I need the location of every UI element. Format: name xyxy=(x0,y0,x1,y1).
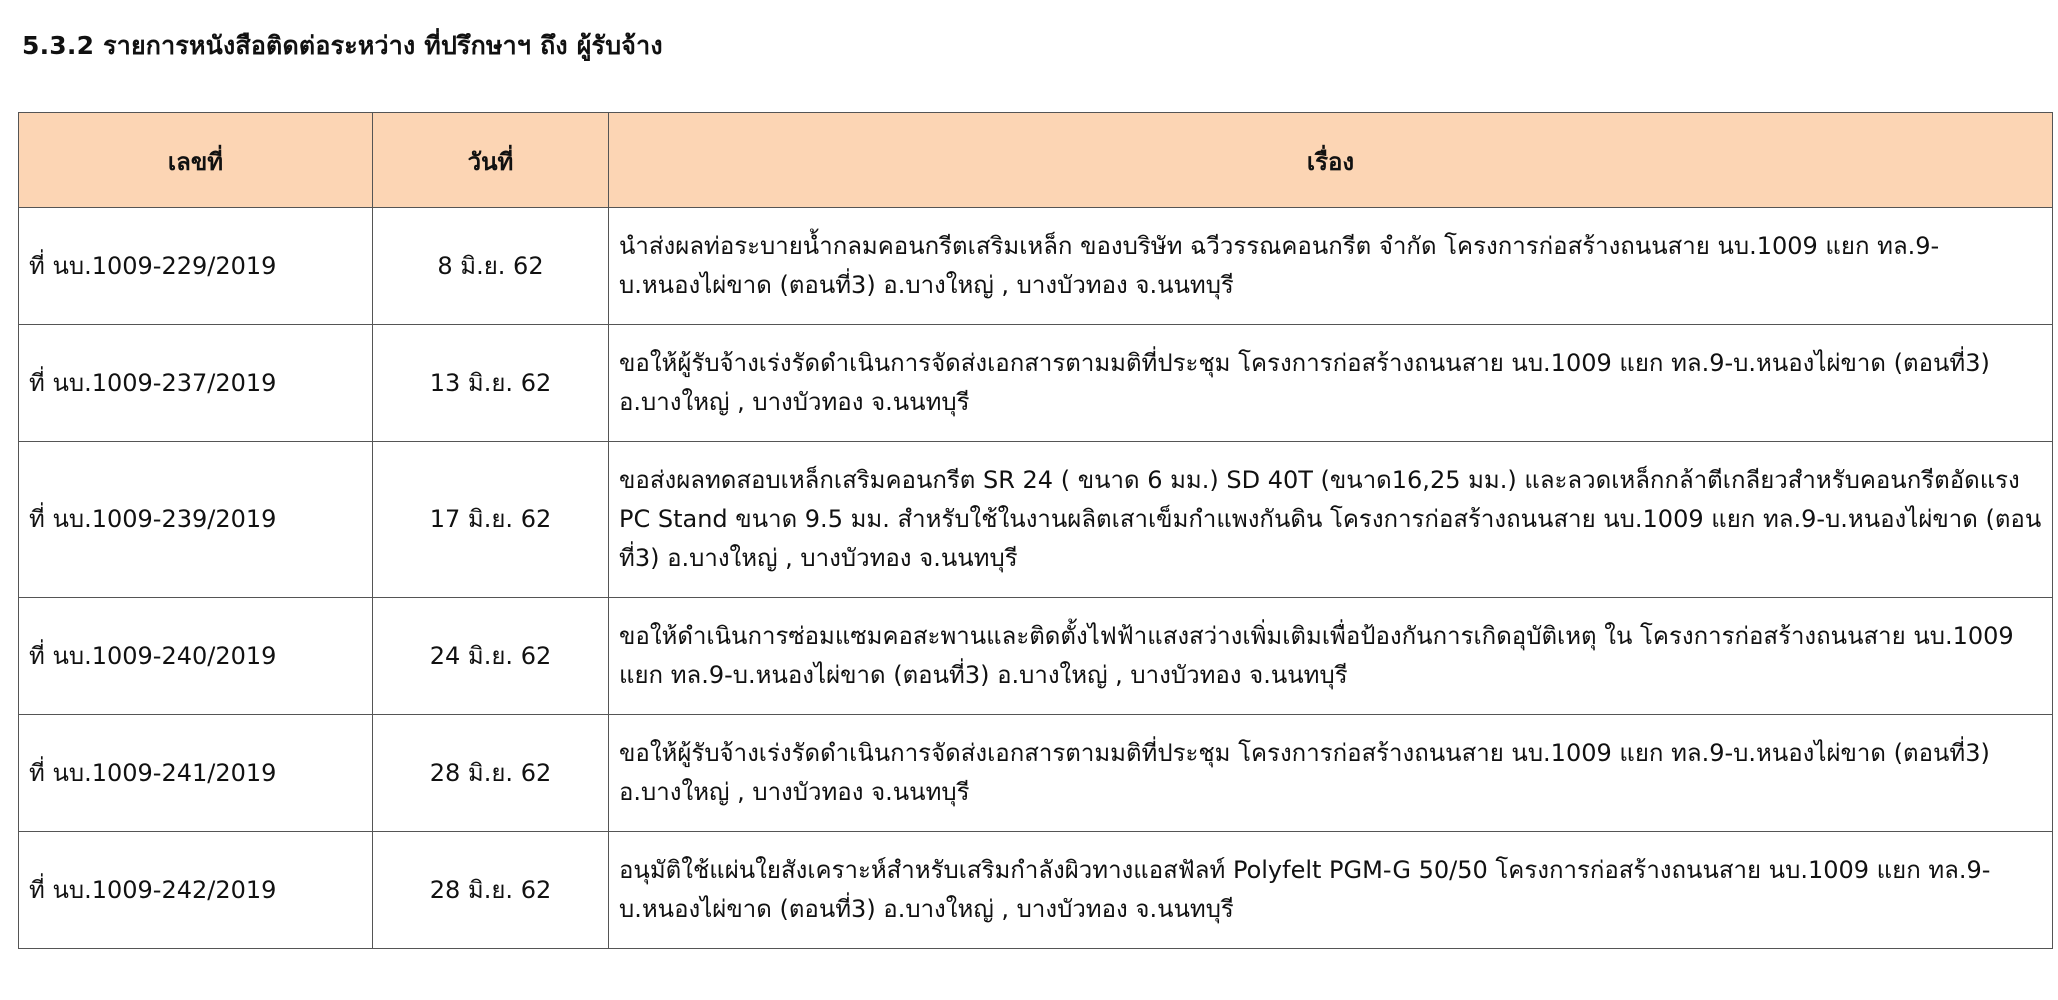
letter-date: 28 มิ.ย. 62 xyxy=(373,832,609,949)
table-row xyxy=(19,325,2053,442)
section-title: 5.3.2 รายการหนังสือติดต่อระหว่าง ที่ปรึกษาฯ ถึง ผู้รับจ้าง xyxy=(22,31,663,60)
header-number: เลขที่ xyxy=(19,113,373,208)
letter-date: 8 มิ.ย. 62 xyxy=(373,208,609,325)
letter-subject: ขอให้ผู้รับจ้างเร่งรัดดำเนินการจัดส่งเอกสารตามมติที่ประชุม โครงการก่อสร้างถนนสาย นบ.1009 แยก ทล.9-บ.หนองไผ่ขาด (ตอนที่3) อ.บางใหญ่ , บางบัวทอง จ.นนทบุรี xyxy=(609,325,2053,442)
table-row xyxy=(19,715,2053,832)
table-header-row xyxy=(19,113,2053,208)
letter-date: 28 มิ.ย. 62 xyxy=(373,715,609,832)
table-row xyxy=(19,832,2053,949)
header-date: วันที่ xyxy=(373,113,609,208)
letter-date: 17 มิ.ย. 62 xyxy=(373,442,609,598)
table-row xyxy=(19,442,2053,598)
letter-number: ที่ นบ.1009-241/2019 xyxy=(19,715,373,832)
letter-subject: นำส่งผลท่อระบายน้ำกลมคอนกรีตเสริมเหล็ก ของบริษัท ฉวีวรรณคอนกรีต จำกัด โครงการก่อสร้างถนนสาย นบ.1009 แยก ทล.9-บ.หนองไผ่ขาด (ตอนที่3) อ.บางใหญ่ , บางบัวทอง จ.นนทบุรี xyxy=(609,208,2053,325)
letter-number: ที่ นบ.1009-229/2019 xyxy=(19,208,373,325)
letter-number: ที่ นบ.1009-242/2019 xyxy=(19,832,373,949)
letter-subject: ขอให้ผู้รับจ้างเร่งรัดดำเนินการจัดส่งเอกสารตามมติที่ประชุม โครงการก่อสร้างถนนสาย นบ.1009 แยก ทล.9-บ.หนองไผ่ขาด (ตอนที่3) อ.บางใหญ่ , บางบัวทอง จ.นนทบุรี xyxy=(609,715,2053,832)
correspondence-table xyxy=(18,112,2053,949)
letter-date: 24 มิ.ย. 62 xyxy=(373,598,609,715)
header-subject: เรื่อง xyxy=(609,113,2053,208)
letter-date: 13 มิ.ย. 62 xyxy=(373,325,609,442)
letter-number: ที่ นบ.1009-237/2019 xyxy=(19,325,373,442)
table-row xyxy=(19,598,2053,715)
letter-number: ที่ นบ.1009-240/2019 xyxy=(19,598,373,715)
table-row xyxy=(19,208,2053,325)
letter-number: ที่ นบ.1009-239/2019 xyxy=(19,442,373,598)
letter-subject: อนุมัติใช้แผ่นใยสังเคราะห์สำหรับเสริมกำลังผิวทางแอสฟัลท์ Polyfelt PGM-G 50/50 โครงการก่อสร้างถนนสาย นบ.1009 แยก ทล.9-บ.หนองไผ่ขาด (ตอนที่3) อ.บางใหญ่ , บางบัวทอง จ.นนทบุรี xyxy=(609,832,2053,949)
letter-subject: ขอส่งผลทดสอบเหล็กเสริมคอนกรีต SR 24 ( ขนาด 6 มม.) SD 40T (ขนาด16,25 มม.) และลวดเหล็กกล้าตีเกลียวสำหรับคอนกรีตอัดแรง PC Stand ขนาด 9.5 มม. สำหรับใช้ในงานผลิตเสาเข็มกำแพงกันดิน โครงการก่อสร้างถนนสาย นบ.1009 แยก ทล.9-บ.หนองไผ่ขาด (ตอนที่3) อ.บางใหญ่ , บางบัวทอง จ.นนทบุรี xyxy=(609,442,2053,598)
letter-subject: ขอให้ดำเนินการซ่อมแซมคอสะพานและติดตั้งไฟฟ้าแสงสว่างเพิ่มเติมเพื่อป้องกันการเกิดอุบัติเหตุ ใน โครงการก่อสร้างถนนสาย นบ.1009 แยก ทล.9-บ.หนองไผ่ขาด (ตอนที่3) อ.บางใหญ่ , บางบัวทอง จ.นนทบุรี xyxy=(609,598,2053,715)
